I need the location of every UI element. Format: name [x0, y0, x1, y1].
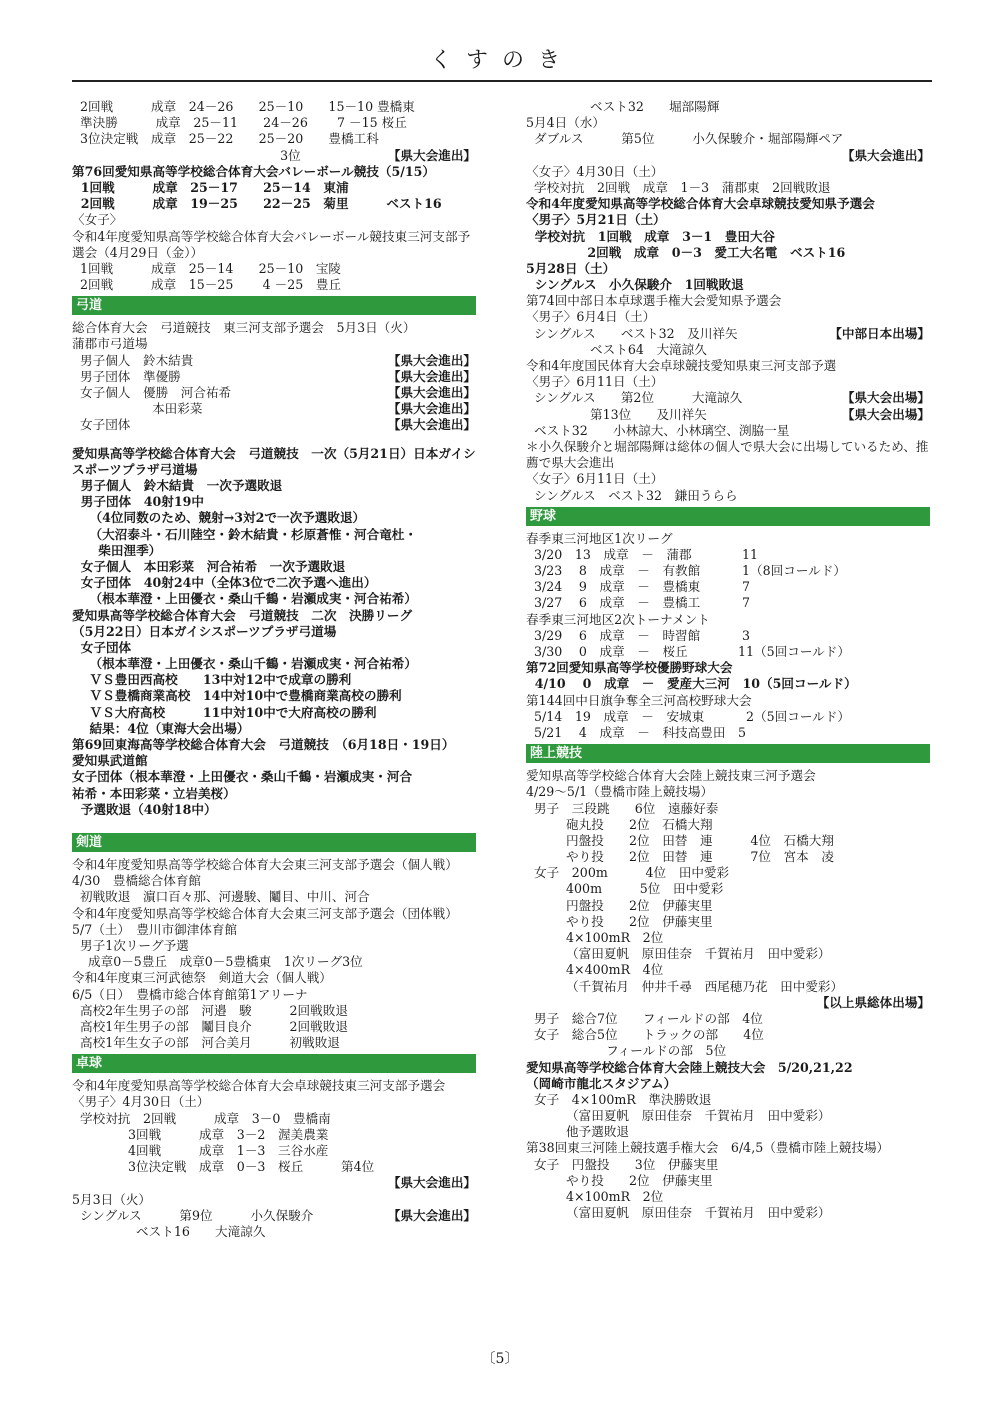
text-line	[526, 1076, 930, 1092]
text-line	[72, 1224, 476, 1240]
line-text: ベスト32 堀部陽輝	[526, 99, 720, 114]
line-text: ＊小久保駿介と堀部陽輝は総体の個人で県大会に出場しているため、推薦で県大会進出	[526, 438, 929, 471]
text-line	[72, 196, 476, 212]
text-line	[72, 640, 476, 656]
result-badge: 【県大会進出】	[387, 1207, 476, 1223]
text-line	[526, 309, 930, 325]
line-text: 4×100mR 2位	[526, 1189, 664, 1205]
line-text: 第38回東三河陸上競技選手権大会 6/4,5（豊橋市陸上競技場）	[526, 1140, 890, 1156]
line-text: 3位決定戦 成章 25－22 25－20 豊橋工科	[72, 131, 379, 147]
text-line	[526, 547, 930, 563]
line-text: シングルス 第9位 小久保駿介	[72, 1207, 314, 1223]
line-text: 1回戦 成章 25－17 25－14 東浦	[72, 179, 349, 195]
text-line	[526, 196, 930, 212]
line-text: やり投 2位 田替 連 7位 宮本 凌	[526, 849, 834, 865]
text-line	[72, 494, 476, 510]
text-line	[526, 488, 930, 504]
text-line	[526, 245, 930, 261]
line-text: ベスト16 大滝諒久	[72, 1223, 266, 1239]
text-line	[526, 1011, 930, 1027]
line-text: 蒲郡市弓道場	[72, 336, 148, 352]
line-text: 4回戦 成章 1－3 三谷水産	[72, 1143, 329, 1159]
line-text: シングルス ベスト32 及川祥矢	[526, 325, 738, 341]
line-text: （富田夏帆 原田佳奈 千賀祐月 田中愛彩）	[526, 1205, 831, 1221]
line-text: 女子 円盤投 3位 伊藤実里	[526, 1156, 719, 1172]
text-line	[526, 644, 930, 660]
text-line	[72, 1003, 476, 1019]
text-line	[72, 385, 476, 401]
line-text: 男子個人 鈴木結貴	[72, 352, 194, 368]
line-text: 〈男子〉6月4日（土）	[526, 309, 656, 325]
text-line	[526, 131, 930, 147]
left-column	[72, 99, 476, 1240]
text-line	[72, 1035, 476, 1051]
line-text: 春季東三河地区2次トーナメント	[526, 611, 710, 627]
line-text: 〈女子〉	[72, 212, 123, 228]
text-line	[72, 1192, 476, 1208]
text-line	[526, 1140, 930, 1156]
text-line	[72, 478, 476, 494]
text-line	[72, 857, 476, 889]
result-badge: 【県大会進出】	[387, 385, 476, 401]
result-badge: 【県大会進出】	[387, 401, 476, 417]
line-text: 4×400mR 4位	[526, 962, 664, 978]
text-line	[526, 801, 930, 817]
section-heading: 卓球	[72, 1054, 476, 1073]
text-line	[72, 737, 476, 753]
text-line	[72, 938, 476, 954]
line-text: 愛知県高等学校総合体育大会陸上競技東三河予選会	[526, 768, 816, 784]
text-line	[526, 423, 930, 439]
line-text: 3/29 6 成章 － 時習館 3	[526, 627, 751, 643]
text-line	[72, 1159, 476, 1175]
text-line	[72, 417, 476, 433]
text-line	[526, 407, 930, 423]
line-text: 1回戦 成章 25－14 25－10 宝陵	[72, 260, 342, 276]
line-text: 男子個人 鈴木結貴 一次予選敗退	[72, 478, 283, 493]
line-text: 令和4年度愛知県高等学校総合体育大会卓球競技愛知県予選会	[526, 196, 875, 212]
spacer	[72, 818, 476, 830]
line-text: ＶＳ大府高校 11中対10中で大府高校の勝利	[72, 704, 377, 720]
text-line	[72, 164, 476, 180]
text-line	[526, 374, 930, 390]
result-badge: 【県大会進出】	[387, 147, 476, 163]
text-line	[72, 624, 476, 640]
line-text: 3位	[72, 147, 301, 163]
text-line	[526, 563, 930, 579]
text-line	[72, 802, 476, 818]
text-line	[526, 898, 930, 914]
line-text: 3/24 9 成章 － 豊橋東 7	[526, 579, 751, 595]
line-text: 愛知県高等学校総合体育大会陸上競技大会 5/20,21,22	[526, 1059, 853, 1075]
line-text: 3回戦 成章 3－2 渥美農業	[72, 1126, 329, 1142]
line-text: 女子団体	[72, 639, 132, 655]
text-line	[72, 721, 476, 737]
line-text: 第13位 及川祥矢	[526, 406, 707, 422]
line-text: 予選敗退（40射18中）	[72, 801, 217, 817]
text-line	[526, 1124, 930, 1140]
text-line	[526, 1108, 930, 1124]
text-line	[72, 99, 476, 115]
line-text: 4×100mR 2位	[526, 930, 664, 946]
line-text: （根本華澄・上田優衣・桑山千鶴・岩瀬成実・河合祐希）	[72, 656, 417, 672]
line-text: 男子団体 40射19中	[72, 494, 204, 510]
text-line	[526, 277, 930, 293]
text-line	[72, 212, 476, 228]
line-text: ＶＳ豊橋商業高校 14中対10中で豊橋商業高校の勝利	[72, 688, 402, 704]
line-text: 3/20 13 成章 － 蒲郡 11	[526, 546, 759, 562]
text-line	[72, 148, 476, 164]
line-text: 砲丸投 2位 石橋大翔	[526, 816, 713, 832]
line-text: ベスト32 小林諒大、小林璃空、渕脇一星	[526, 422, 790, 438]
line-text: 女子団体 40射24中（全体3位で二次予選へ進出）	[72, 575, 377, 591]
line-text: 5/14 19 成章 － 安城東 2（5回コールド）	[526, 708, 850, 724]
text-line	[72, 1175, 476, 1191]
text-line	[526, 212, 930, 228]
text-line	[72, 608, 476, 624]
text-line	[72, 1078, 476, 1094]
text-line	[72, 320, 476, 336]
text-line	[72, 1208, 476, 1224]
text-line	[72, 672, 476, 688]
text-line	[72, 753, 476, 769]
line-text: 400m 5位 田中愛彩	[526, 881, 724, 897]
text-line	[72, 575, 476, 591]
line-text: 2回戦 成章 0－3 愛工大名電 ベスト16	[526, 244, 846, 260]
line-text: 令和4年度愛知県高等学校総合体育大会東三河支部予選会（団体戦）5/7（土） 豊川市御津体育館	[72, 905, 458, 937]
text-line	[526, 164, 930, 180]
text-line	[72, 527, 476, 543]
line-text: 3/30 0 成章 － 桜丘 11（5回コールド）	[526, 644, 850, 660]
line-text: 結果：4位（東海大会出場）	[72, 720, 250, 736]
line-text: 令和4年度愛知県高等学校総合体育大会バレーボール競技東三河支部予選会（4月29日（金））	[72, 228, 471, 260]
line-text: 〈男子〉4月30日（土）	[72, 1094, 210, 1110]
result-badge: 【県大会出場】	[841, 390, 930, 406]
spacer	[72, 434, 476, 446]
text-line	[526, 1173, 930, 1189]
text-line	[526, 768, 930, 784]
text-line	[72, 656, 476, 672]
text-line	[72, 559, 476, 575]
text-line	[72, 591, 476, 607]
text-line	[72, 970, 476, 986]
text-line	[526, 865, 930, 881]
text-line	[72, 1143, 476, 1159]
text-line	[72, 401, 476, 417]
text-line	[72, 705, 476, 721]
text-line	[526, 693, 930, 709]
text-line	[526, 293, 930, 309]
line-text: 学校対抗 1回戦 成章 3－1 豊田大谷	[526, 228, 776, 244]
text-line	[526, 1205, 930, 1221]
text-line	[526, 676, 930, 692]
line-text: 女子 総合5位 トラックの部 4位	[526, 1027, 764, 1043]
text-line	[526, 817, 930, 833]
text-line	[72, 987, 476, 1003]
line-text: シングルス ベスト32 鎌田うらら	[526, 487, 738, 503]
result-badge: 【県大会進出】	[841, 147, 930, 163]
text-line	[526, 1189, 930, 1205]
text-line	[72, 688, 476, 704]
line-text: 柴田浬季）	[72, 542, 162, 558]
line-text: 男子1次リーグ予選	[72, 937, 189, 953]
text-line	[526, 1060, 930, 1076]
result-badge: 【県大会進出】	[387, 352, 476, 368]
line-text: ダブルス 第5位 小久保駿介・堀部陽輝ペア	[526, 131, 844, 147]
line-text: （5月22日）日本ガイシスポーツプラザ弓道場	[72, 623, 337, 639]
line-text: （岡崎市龍北スタジアム）	[526, 1075, 677, 1091]
line-text: 総合体育大会 弓道競技 東三河支部予選会 5月3日（火）	[72, 320, 416, 336]
line-text: やり投 2位 伊藤実里	[526, 1172, 713, 1188]
page-title: くすのき	[429, 48, 574, 73]
section-heading: 陸上競技	[526, 744, 930, 763]
line-text: （4位同数のため、競射→3対2で一次予選敗退）	[72, 510, 366, 526]
line-text: 男子 三段跳 6位 遠藤好泰	[526, 800, 719, 816]
line-text: 令和4年度国民体育大会卓球競技愛知県東三河支部予選	[526, 358, 837, 373]
line-text: 5月28日（土）	[526, 260, 616, 276]
line-text: シングルス 第2位 大滝諒久	[526, 390, 743, 406]
section-heading: 弓道	[72, 296, 476, 315]
line-text: 第72回愛知県高等学校優勝野球大会	[526, 660, 733, 676]
line-text: 春季東三河地区1次リーグ	[526, 530, 673, 546]
line-text: 高校1年生女子の部 河合美月 初戦敗退	[72, 1035, 340, 1051]
line-text: 〈男子〉6月11日（土）	[526, 374, 664, 390]
line-text: 学校対抗 2回戦 成章 3－0 豊橋南	[72, 1110, 331, 1126]
line-text: 〈女子〉4月30日（土）	[526, 163, 664, 179]
text-line	[526, 784, 930, 800]
text-line	[72, 543, 476, 559]
text-line	[72, 229, 476, 261]
text-line	[526, 612, 930, 628]
right-column	[526, 99, 930, 1221]
text-line	[72, 277, 476, 293]
line-text: 女子個人 優勝 河合祐希	[72, 385, 232, 401]
line-text: 2回戦 成章 24－26 25－10 15－10 豊橋東	[72, 99, 415, 114]
line-text: （千賀祐月 仲井千尋 西尾穂乃花 田中愛彩）	[526, 978, 844, 994]
line-text: やり投 2位 伊藤実里	[526, 913, 713, 929]
result-badge: 【中部日本出場】	[829, 325, 930, 341]
text-line	[526, 261, 930, 277]
line-text: 男子団体 準優勝	[72, 368, 181, 384]
line-text: フィールドの部 5位	[526, 1043, 727, 1059]
page-header	[72, 44, 932, 82]
line-text: 円盤投 2位 田替 連 4位 石橋大翔	[526, 832, 834, 848]
text-line	[72, 336, 476, 352]
line-text: 愛知県武道館	[72, 753, 148, 769]
text-line	[526, 115, 930, 131]
text-line	[526, 180, 930, 196]
text-line	[526, 229, 930, 245]
line-text: 令和4年度愛知県高等学校総合体育大会卓球競技東三河支部予選会	[72, 1078, 446, 1094]
text-line	[72, 1127, 476, 1143]
line-text: 準決勝 成章 25－11 24－26 7 －15 桜丘	[72, 115, 407, 131]
text-line	[72, 446, 476, 478]
line-text: 成章0－5豊丘 成章0－5豊橋東 1次リーグ3位	[72, 954, 363, 970]
line-text: 5月4日（水）	[526, 115, 605, 131]
line-text: 愛知県高等学校総合体育大会 弓道競技 一次（5月21日）日本ガイシスポーツプラザ弓道場	[72, 445, 476, 477]
line-text: 令和4年度東三河武徳祭 剣道大会（個人戦）	[72, 970, 332, 986]
text-line	[526, 99, 930, 115]
text-line	[526, 531, 930, 547]
line-text: 3/23 8 成章 － 有教館 1（8回コールド）	[526, 563, 846, 579]
line-text: 〈男子〉5月21日（土）	[526, 212, 666, 228]
text-line	[72, 115, 476, 131]
line-text: 3/27 6 成章 － 豊橋工 7	[526, 595, 751, 611]
line-text: 本田彩菜	[72, 401, 203, 417]
line-text: 祐希・本田彩菜・立岩美桜）	[72, 785, 236, 801]
text-line	[526, 849, 930, 865]
line-text: 円盤投 2位 伊藤実里	[526, 897, 713, 913]
result-badge: 【県大会進出】	[387, 1175, 476, 1191]
text-line	[526, 342, 930, 358]
line-text: 男子 総合7位 フィールドの部 4位	[526, 1010, 763, 1026]
line-text: ＶＳ豊田西高校 13中対12中で成章の勝利	[72, 672, 352, 688]
line-text: 第74回中部日本卓球選手権大会愛知県予選会	[526, 293, 782, 309]
line-text: 2回戦 成章 15－25 4 －25 豊丘	[72, 277, 342, 293]
line-text: 女子団体（根本華澄・上田優衣・桑山千鶴・岩瀬成実・河合	[72, 769, 413, 785]
line-text: 5月3日（火）	[72, 1191, 151, 1207]
text-line	[526, 326, 930, 342]
result-badge: 【以上県総体出場】	[816, 994, 930, 1010]
text-line	[526, 914, 930, 930]
line-text: 6/5（日） 豊橋市総合体育館第1アリーナ	[72, 986, 308, 1002]
line-text: 他予選敗退	[526, 1124, 630, 1140]
text-line	[526, 1157, 930, 1173]
line-text: 2回戦 成章 19－25 22－25 菊里 ベスト16	[72, 196, 442, 212]
line-text: 〈女子〉6月11日（土）	[526, 471, 664, 487]
line-text: 5/21 4 成章 － 科技高豊田 5	[526, 724, 747, 740]
line-text: シングルス 小久保駿介 1回戦敗退	[526, 277, 744, 293]
text-line	[526, 595, 930, 611]
text-line	[526, 946, 930, 962]
line-text: 4/29～5/1（豊橋市陸上競技場）	[526, 784, 714, 800]
line-text: 女子 200m 4位 田中愛彩	[526, 865, 730, 881]
text-line	[526, 725, 930, 741]
line-text: ベスト64 大滝諒久	[526, 341, 707, 357]
line-text: 女子 4×100mR 準決勝敗退	[526, 1091, 712, 1107]
text-line	[72, 889, 476, 905]
result-badge: 【県大会進出】	[387, 368, 476, 384]
text-line	[72, 1019, 476, 1035]
text-line	[526, 995, 930, 1011]
page-number: 〔5〕	[481, 1351, 519, 1367]
text-line	[526, 439, 930, 471]
text-line	[72, 769, 476, 785]
line-text: 高校1年生男子の部 鬮目良介 2回戦敗退	[72, 1018, 348, 1034]
text-line	[526, 962, 930, 978]
text-line	[72, 906, 476, 938]
text-line	[526, 979, 930, 995]
text-line	[526, 1043, 930, 1059]
text-line	[72, 353, 476, 369]
text-line	[526, 358, 930, 374]
line-text: 第69回東海高等学校総合体育大会 弓道競技 （6月18日・19日）	[72, 737, 455, 752]
text-line	[72, 1094, 476, 1110]
section-heading: 野球	[526, 507, 930, 526]
text-line	[526, 881, 930, 897]
text-line	[526, 579, 930, 595]
line-text: 第144回中日旗争奪全三河高校野球大会	[526, 692, 752, 708]
line-text: 令和4年度愛知県高等学校総合体育大会東三河支部予選会（個人戦）4/30 豊橋総合体育館	[72, 856, 458, 889]
section-heading: 剣道	[72, 833, 476, 852]
text-line	[526, 1027, 930, 1043]
text-line	[526, 833, 930, 849]
line-text: （大沼泰斗・石川陸空・鈴木結貴・杉原蒼惟・河合竜杜・	[72, 526, 417, 542]
text-line	[526, 1092, 930, 1108]
text-line	[72, 369, 476, 385]
result-badge: 【県大会進出】	[387, 417, 476, 433]
text-line	[72, 786, 476, 802]
text-line	[72, 510, 476, 526]
line-text: 高校2年生男子の部 河邉 駿 2回戦敗退	[72, 1002, 348, 1018]
text-line	[526, 471, 930, 487]
text-line	[526, 930, 930, 946]
text-line	[72, 131, 476, 147]
result-badge: 【県大会出場】	[841, 406, 930, 422]
line-text: 愛知県高等学校総合体育大会 弓道競技 二次 決勝リーグ	[72, 607, 413, 623]
text-line	[72, 1111, 476, 1127]
line-text: （富田夏帆 原田佳奈 千賀祐月 田中愛彩）	[526, 1108, 831, 1124]
text-line	[526, 628, 930, 644]
line-text: 女子個人 本田彩菜 河合祐希 一次予選敗退	[72, 558, 346, 574]
text-line	[526, 390, 930, 406]
text-line	[72, 180, 476, 196]
text-line	[72, 261, 476, 277]
text-line	[72, 954, 476, 970]
line-text: 女子団体	[72, 417, 131, 433]
line-text: 学校対抗 2回戦 成章 1－3 蒲郡東 2回戦敗退	[526, 179, 831, 195]
line-text: 初戦敗退 濵口百々那、河邊駿、鬮目、中川、河合	[72, 889, 370, 905]
line-text: 第76回愛知県高等学校総合体育大会バレーボール競技（5/15）	[72, 163, 436, 179]
line-text: 4/10 0 成章 － 愛産大三河 10（5回コールド）	[526, 676, 857, 692]
line-text: （根本華澄・上田優衣・桑山千鶴・岩瀬成実・河合祐希）	[72, 591, 417, 607]
line-text: 3位決定戦 成章 0－3 桜丘 第4位	[72, 1159, 375, 1175]
line-text: （富田夏帆 原田佳奈 千賀祐月 田中愛彩）	[526, 946, 831, 962]
text-line	[526, 709, 930, 725]
text-line	[526, 660, 930, 676]
text-line	[526, 148, 930, 164]
